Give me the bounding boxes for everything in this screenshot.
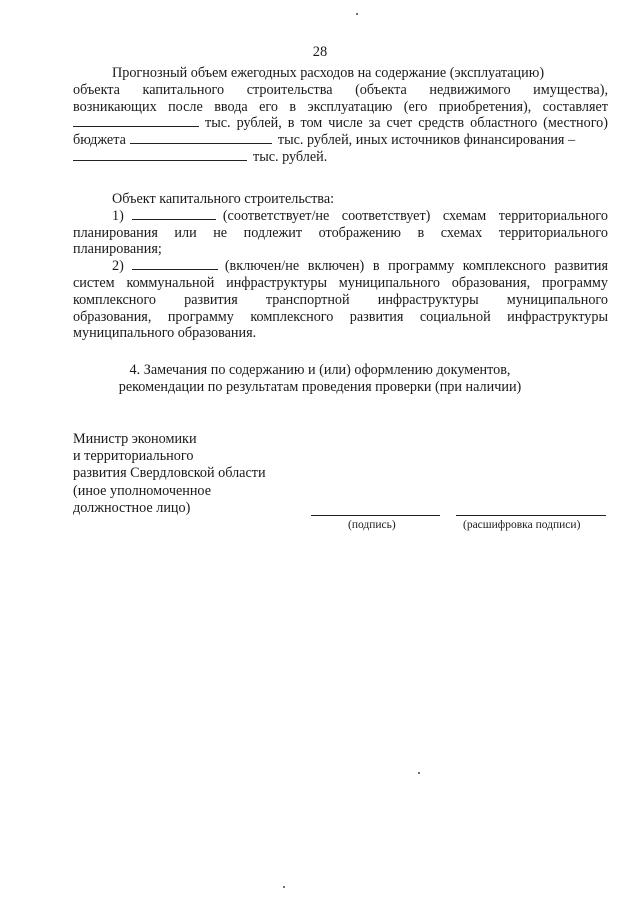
scan-speck — [283, 886, 285, 888]
amount-blank[interactable] — [73, 115, 199, 127]
forecast-line-6-text: тыс. рублей. — [253, 148, 328, 165]
forecast-paragraph — [73, 65, 608, 166]
signatory-line-5: должностное лицо) — [73, 499, 191, 516]
object-item-2-line-5: муниципального образования. — [73, 325, 257, 342]
signatory-line-1: Министр экономики — [73, 431, 197, 447]
signature-caption: (подпись) — [348, 519, 396, 531]
signatory-line-3: развития Свердловской области — [73, 465, 266, 482]
page-number: 28 — [312, 44, 328, 60]
item-2-blank[interactable] — [132, 258, 218, 270]
object-item-2-line-4: образования, программу комплексного развития социальной инфраструктуры — [73, 308, 608, 325]
item-2-number: 2) — [112, 258, 124, 275]
other-sources-blank[interactable] — [73, 149, 247, 161]
budget-label: бюджета — [73, 132, 126, 149]
transcript-caption: (расшифровка подписи) — [463, 519, 581, 531]
object-item-2-line-3: комплексного развития транспортной инфраструктуры муниципального — [73, 291, 608, 308]
signature-transcript-line[interactable] — [456, 515, 606, 516]
forecast-line-6 — [73, 149, 608, 166]
item-2-text: (включен/не включен) в программу комплексного развития — [224, 258, 608, 275]
item-1-text: (соответствует/не соответствует) схемам территориального — [222, 207, 608, 224]
scan-speck — [418, 772, 420, 774]
forecast-line-2: объекта капитального строительства (объекта недвижимого имущества), — [73, 81, 608, 98]
signatory-block — [73, 431, 266, 517]
object-section — [73, 191, 608, 342]
object-heading: Объект капитального строительства: — [112, 191, 335, 207]
section-4-line-2: рекомендации по результатам проведения проверки (при наличии) — [118, 379, 522, 395]
forecast-line-4-text: тыс. рублей, в том числе за счет средств областного (местного) — [205, 115, 608, 132]
object-item-2-line-1 — [73, 258, 608, 275]
budget-amount-blank[interactable] — [130, 132, 272, 144]
forecast-line-3: возникающих после ввода его в эксплуатацию (его приобретения), составляет — [73, 98, 608, 115]
object-item-1-line-2: планирования или не подлежит отображению в схемах территориального — [73, 224, 608, 241]
forecast-line-4 — [73, 115, 608, 132]
signatory-line-4: (иное уполномоченное — [73, 482, 211, 499]
forecast-line-5-text: тыс. рублей, иных источников финансирования – — [277, 132, 576, 149]
signatory-line-2: и территориального — [73, 448, 194, 465]
forecast-line-1: Прогнозный объем ежегодных расходов на содержание (эксплуатацию) — [112, 65, 545, 81]
section-4-heading — [0, 362, 640, 396]
object-item-1-line-1 — [73, 208, 608, 225]
signature-line[interactable] — [311, 515, 440, 516]
object-item-1-line-3: планирования; — [73, 241, 162, 258]
item-1-number: 1) — [112, 207, 124, 224]
object-item-2-line-2: систем коммунальной инфраструктуры муниципального образования, программу — [73, 274, 608, 291]
forecast-line-5 — [73, 132, 608, 149]
scan-speck — [356, 13, 358, 15]
section-4-line-1: 4. Замечания по содержанию и (или) оформлению документов, — [129, 362, 511, 378]
item-1-blank[interactable] — [132, 208, 216, 220]
